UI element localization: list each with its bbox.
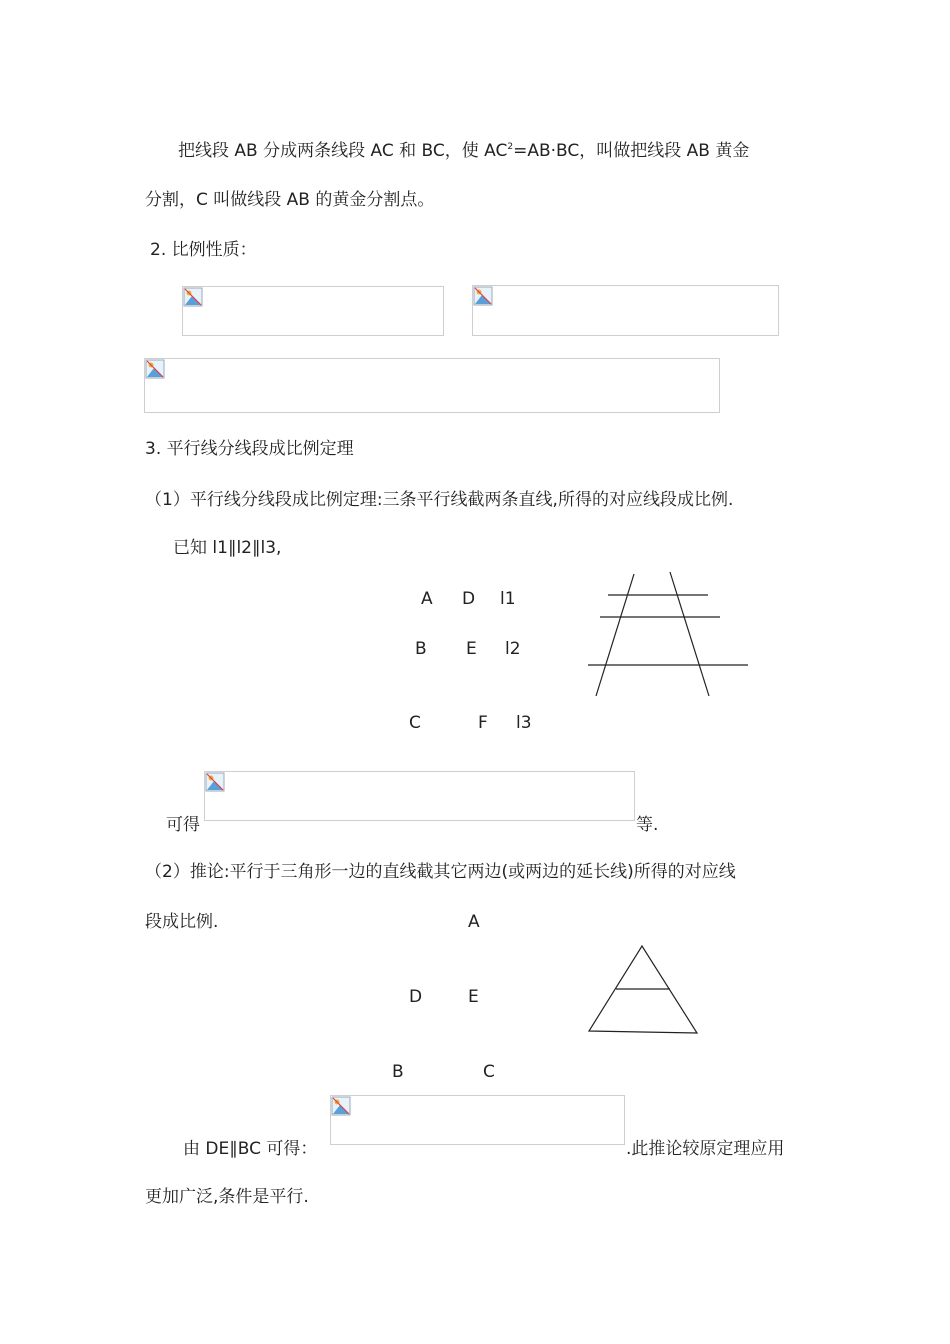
fig2-label-C: C <box>483 1062 495 1082</box>
given-statement: 已知 l1∥l2∥l3, <box>173 538 282 558</box>
fig1-label-F: F <box>478 713 488 733</box>
golden-line-1-post: =AB·BC，叫做把线段 AB 黄金 <box>513 141 750 161</box>
corollary-line-1: （2）推论:平行于三角形一边的直线截其它两边(或两边的延长线)所得的对应线 <box>145 862 736 882</box>
fig1-label-A: A <box>421 589 433 609</box>
golden-line-2: 分割，C 叫做线段 AB 的黄金分割点。 <box>145 190 435 210</box>
result-post: 等. <box>636 815 659 835</box>
broken-image-icon <box>331 1096 351 1116</box>
fig1-label-D: D <box>462 589 476 609</box>
fig1-label-E: E <box>466 639 477 659</box>
section-2-heading: 2. 比例性质： <box>150 240 257 260</box>
fig2-label-E: E <box>468 987 479 1007</box>
fig2-label-D: D <box>409 987 423 1007</box>
corollary-line-2: 段成比例. <box>145 912 219 932</box>
fig1-label-B: B <box>415 639 427 659</box>
golden-superscript: 2 <box>507 142 514 152</box>
fig1-label-l3: l3 <box>516 713 532 733</box>
conclusion-post: .此推论较原定理应用 <box>626 1139 785 1159</box>
conclusion-line-2: 更加广泛,条件是平行. <box>145 1187 309 1207</box>
conclusion-pre: 由 DE∥BC 可得： <box>183 1139 318 1159</box>
section-3-heading: 3. 平行线分线段成比例定理 <box>145 439 354 459</box>
theorem-statement: （1）平行线分线段成比例定理:三条平行线截两条直线,所得的对应线段成比例. <box>145 490 734 510</box>
fig1-label-l1: l1 <box>500 589 516 609</box>
fig1-label-C: C <box>409 713 421 733</box>
fig2-label-B: B <box>392 1062 404 1082</box>
fig1-label-l2: l2 <box>505 639 521 659</box>
result-pre: 可得 <box>166 815 200 835</box>
fig2-label-A: A <box>468 912 480 932</box>
image-placeholder-5 <box>330 1095 625 1145</box>
golden-line-1-pre: 把线段 AB 分成两条线段 AC 和 BC，使 AC <box>178 141 508 161</box>
